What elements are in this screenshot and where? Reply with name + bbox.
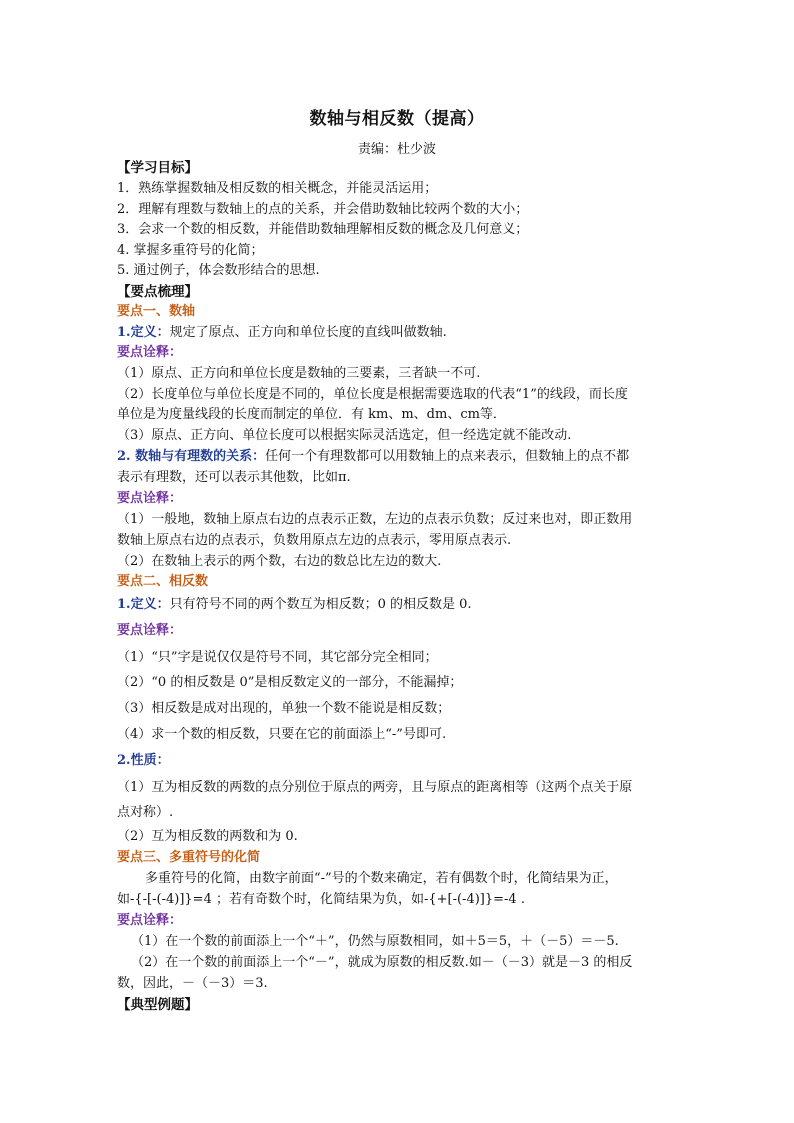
summary-heading: 【要点梳理】 — [117, 284, 198, 300]
goals-heading: 【学习目标】 — [117, 160, 198, 176]
relation-label: 2. 数轴与有理数的关系： — [117, 449, 266, 464]
point3-body: 如-{-[-(-4)]}=4 ；若有奇数个时，化简结果为负，如-{+[-(-4)]}=-4 . — [117, 892, 525, 907]
definition-label: 1.定义： — [117, 325, 170, 340]
property-item: 点对称）. — [117, 805, 174, 820]
goal-item: 3．会求一个数的相反数，并能借助数轴理解相反数的概念及几何意义； — [117, 222, 529, 237]
goal-item: 5. 通过例子，体会数形结合的思想. — [117, 263, 320, 278]
note-item: （2）“0 的相反数是 0”是相反数定义的一部分，不能漏掉； — [117, 675, 463, 690]
note-label: 要点诠释： — [117, 345, 183, 360]
note-label: 要点诠释： — [117, 623, 183, 638]
goal-item: 2．理解有理数与数轴上的点的关系，并会借助数轴比较两个数的大小； — [117, 202, 529, 217]
note-item: （1）在一个数的前面添上一个“＋”，仍然与原数相同，如＋5＝5，＋（－5）＝－5. — [131, 934, 619, 949]
point3-body: 多重符号的化简，由数字前面“-”号的个数来确定，若有偶数个时，化简结果为正， — [145, 871, 618, 886]
note-item: （2）长度单位与单位长度是不同的，单位长度是根据需要选取的代表“1”的线段，而长度 — [117, 387, 628, 402]
relation-text-cont: 表示有理数，还可以表示其他数，比如π. — [117, 470, 351, 485]
note-item: （1）原点、正方向和单位长度是数轴的三要素，三者缺一不可. — [117, 366, 481, 381]
goal-item: 1．熟练掌握数轴及相反数的相关概念，并能灵活运用； — [117, 181, 438, 196]
examples-heading: 【典型例题】 — [117, 997, 198, 1013]
point2-definition — [117, 597, 472, 613]
note-item: （3）相反数是成对出现的，单独一个数不能说是相反数； — [117, 701, 451, 716]
point1-heading: 要点一、数轴 — [117, 304, 196, 319]
point1-relation — [117, 449, 629, 465]
note-label: 要点诠释： — [117, 913, 183, 928]
point3-heading: 要点三、多重符号的化简 — [117, 850, 261, 865]
note-item: 数轴上原点右边的点表示，负数用原点左边的点表示，零用原点表示. — [117, 533, 512, 548]
note-item: （4）求一个数的相反数，只要在它的前面添上“-”号即可. — [117, 727, 447, 742]
definition-text: 只有符号不同的两个数互为相反数；0 的相反数是 0. — [169, 597, 472, 612]
property-item: （2）互为相反数的两数和为 0. — [117, 829, 298, 844]
definition-text: 规定了原点、正方向和单位长度的直线叫做数轴. — [169, 325, 447, 340]
note-item: （2）在数轴上表示的两个数，右边的数总比左边的数大. — [117, 554, 442, 569]
definition-label: 1.定义： — [117, 597, 170, 612]
point1-definition — [117, 325, 447, 341]
note-item: （2）在一个数的前面添上一个“－”，就成为原数的相反数.如－（－3）就是－3 的相反 — [131, 955, 633, 970]
note-label: 要点诠释： — [117, 491, 183, 506]
point2-heading: 要点二、相反数 — [117, 574, 209, 589]
page-title: 数轴与相反数（提高） — [309, 109, 485, 129]
note-item: （1）一般地，数轴上原点右边的点表示正数，左边的点表示负数；反过来也对，即正数用 — [117, 512, 633, 527]
goal-item: 4. 掌握多重符号的化简； — [117, 243, 264, 258]
author-line: 责编：杜少波 — [357, 142, 436, 157]
note-item: 数，因此，－（－3）＝3. — [117, 976, 268, 991]
property-label: 2.性质： — [117, 753, 170, 768]
property-item: （1）互为相反数的两数的点分别位于原点的两旁，且与原点的距离相等（这两个点关于原 — [117, 780, 633, 795]
note-item: （3）原点、正方向、单位长度可以根据实际灵活选定，但一经选定就不能改动. — [117, 428, 572, 443]
note-item: 单位是为度量线段的长度而制定的单位．有 km、m、dm、cm等． — [117, 407, 506, 422]
note-item: （1）“只”字是说仅仅是符号不同，其它部分完全相同； — [117, 650, 438, 665]
relation-text: 任何一个有理数都可以用数轴上的点来表示，但数轴上的点不都 — [265, 449, 630, 464]
